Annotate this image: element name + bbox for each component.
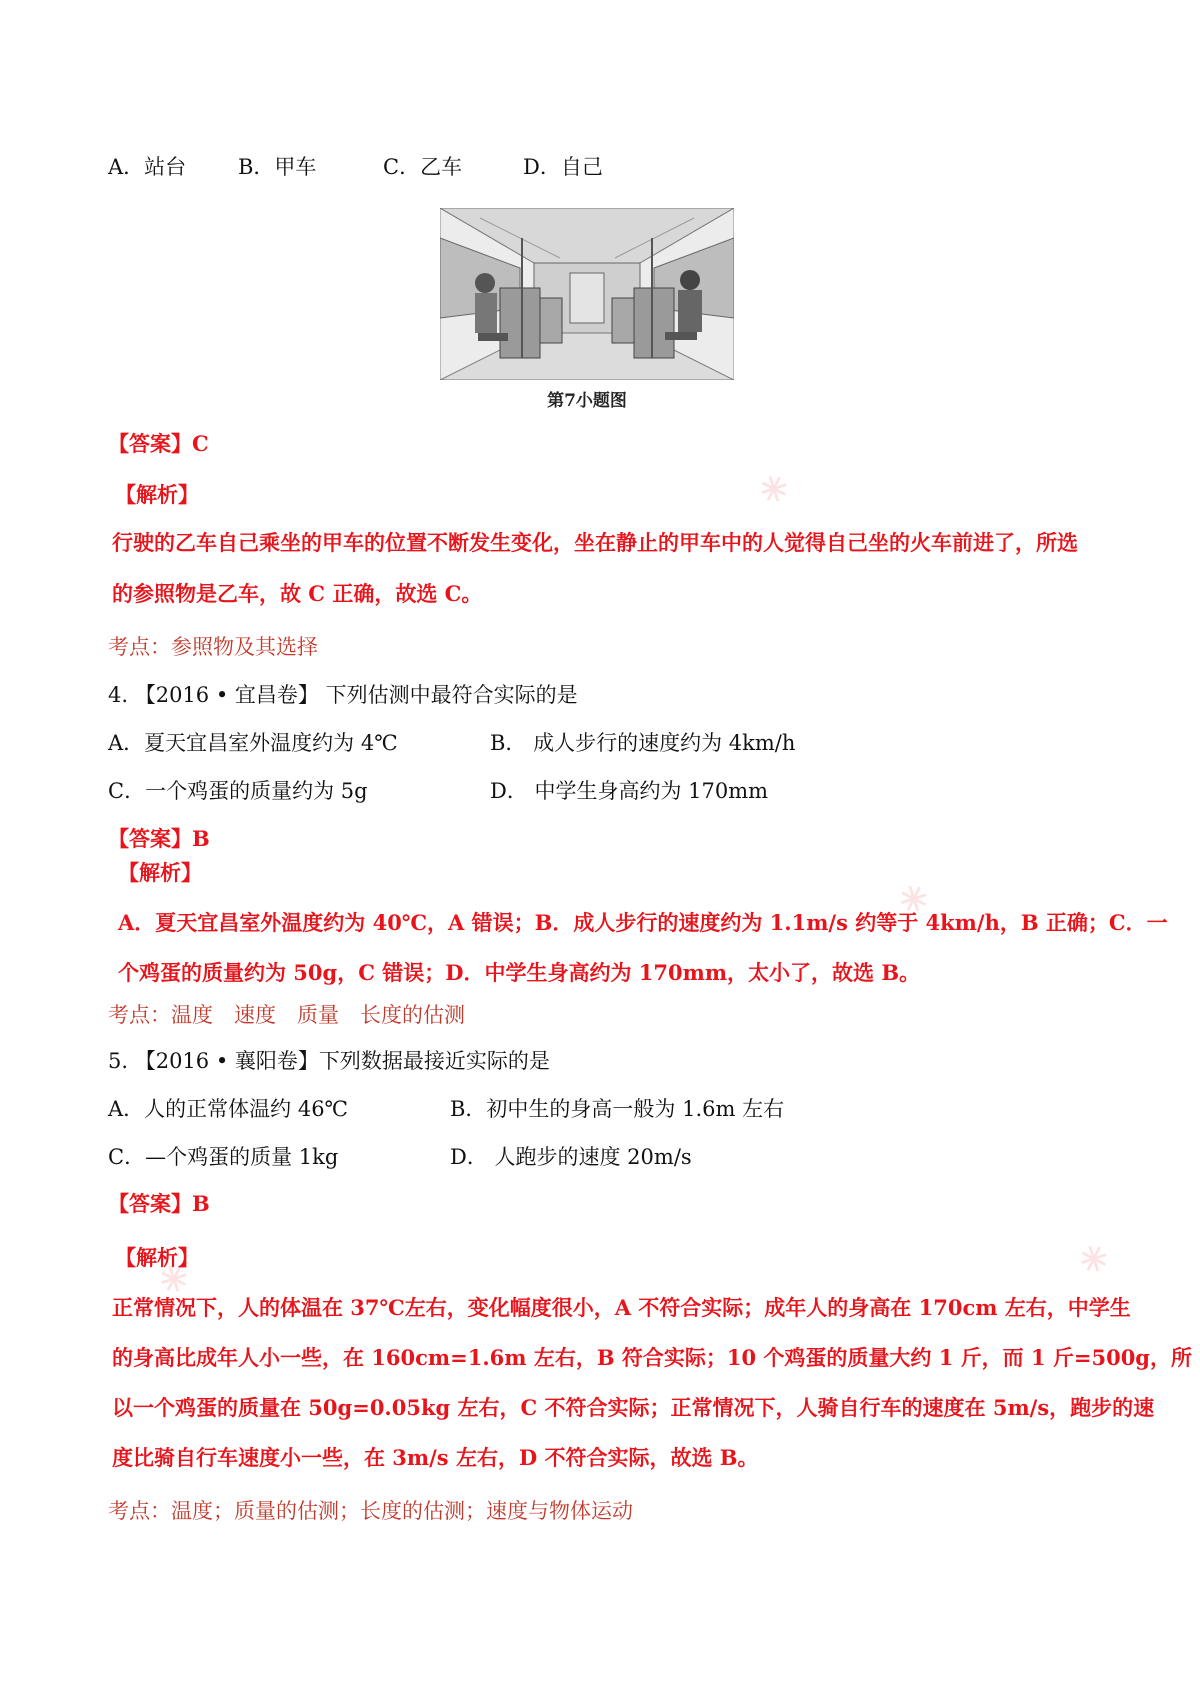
q4-option-c: C．一个鸡蛋的质量约为 5g (108, 779, 368, 803)
watermark-mark: ✳ (754, 466, 794, 514)
q4-option-b: B． 成人步行的速度约为 4km/h (490, 731, 796, 755)
train-interior-illustration (440, 208, 734, 380)
q5-option-b: B．初中生的身高一般为 1.6m 左右 (450, 1097, 785, 1121)
q4-analysis-line-1: A．夏天宜昌室外温度约为 40℃，A 错误；B．成人步行的速度约为 1.1m/s 约等于 4km/h，B 正确；C．一 (118, 910, 1168, 935)
q4-answer: 【答案】B (108, 826, 210, 851)
q5-analysis-line-1: 正常情况下，人的体温在 37℃左右，变化幅度很小，A 不符合实际；成年人的身高在 170cm 左右，中学生 (112, 1295, 1131, 1320)
q5-analysis-label: 【解析】 (115, 1245, 199, 1270)
watermark-mark: ✳ (1074, 1236, 1114, 1284)
q3-analysis-label: 【解析】 (115, 482, 199, 507)
q4-stem: 4. 【2016 • 宜昌卷】 下列估测中最符合实际的是 (108, 683, 578, 707)
q5-analysis-line-4: 度比骑自行车速度小一些，在 3m/s 左右，D 不符合实际，故选 B。 (112, 1445, 759, 1470)
q4-option-d: D． 中学生身高约为 170mm (490, 779, 769, 803)
q5-option-d: D． 人跑步的速度 20m/s (450, 1145, 692, 1169)
watermark-mark: ✳ (894, 876, 934, 924)
q3-kaodian: 考点：参照物及其选择 (108, 635, 318, 659)
q3-option-d: D．自己 (523, 155, 603, 179)
q5-analysis-line-2: 的身高比成年人小一些，在 160cm=1.6m 左右，B 符合实际；10 个鸡蛋的质量大约 1 斤，而 1 斤=500g，所 (112, 1345, 1192, 1370)
q3-option-a: A．站台 (108, 155, 187, 179)
train-interior-figure (440, 208, 734, 411)
q4-option-a: A．夏天宜昌室外温度约为 4℃ (108, 731, 398, 755)
watermark-mark: ✳ (154, 1256, 194, 1304)
q4-kaodian: 考点：温度 速度 质量 长度的估测 (108, 1003, 465, 1027)
q5-option-a: A．人的正常体温约 46℃ (108, 1097, 349, 1121)
q3-analysis-line-1: 行驶的乙车自己乘坐的甲车的位置不断发生变化，坐在静止的甲车中的人觉得自己坐的火车前进了，所选 (112, 530, 1078, 555)
q5-answer: 【答案】B (108, 1191, 210, 1216)
q5-analysis-line-3: 以一个鸡蛋的质量在 50g=0.05kg 左右，C 不符合实际；正常情况下，人骑自行车的速度在 5m/s，跑步的速 (112, 1395, 1155, 1420)
figure-caption: 第7小题图 (547, 391, 627, 411)
q5-option-c: C．—个鸡蛋的质量 1kg (108, 1145, 339, 1169)
q3-option-b: B．甲车 (238, 155, 317, 179)
q5-kaodian: 考点：温度；质量的估测；长度的估测；速度与物体运动 (108, 1499, 633, 1523)
q5-stem: 5. 【2016 • 襄阳卷】下列数据最接近实际的是 (108, 1049, 550, 1073)
q3-option-c: C．乙车 (383, 155, 463, 179)
q3-analysis-line-2: 的参照物是乙车，故 C 正确，故选 C。 (112, 581, 483, 606)
q4-analysis-line-2: 个鸡蛋的质量约为 50g，C 错误；D．中学生身高约为 170mm，太小了，故选 B。 (118, 960, 921, 985)
q4-analysis-label: 【解析】 (118, 860, 202, 885)
q3-answer: 【答案】C (108, 431, 209, 456)
